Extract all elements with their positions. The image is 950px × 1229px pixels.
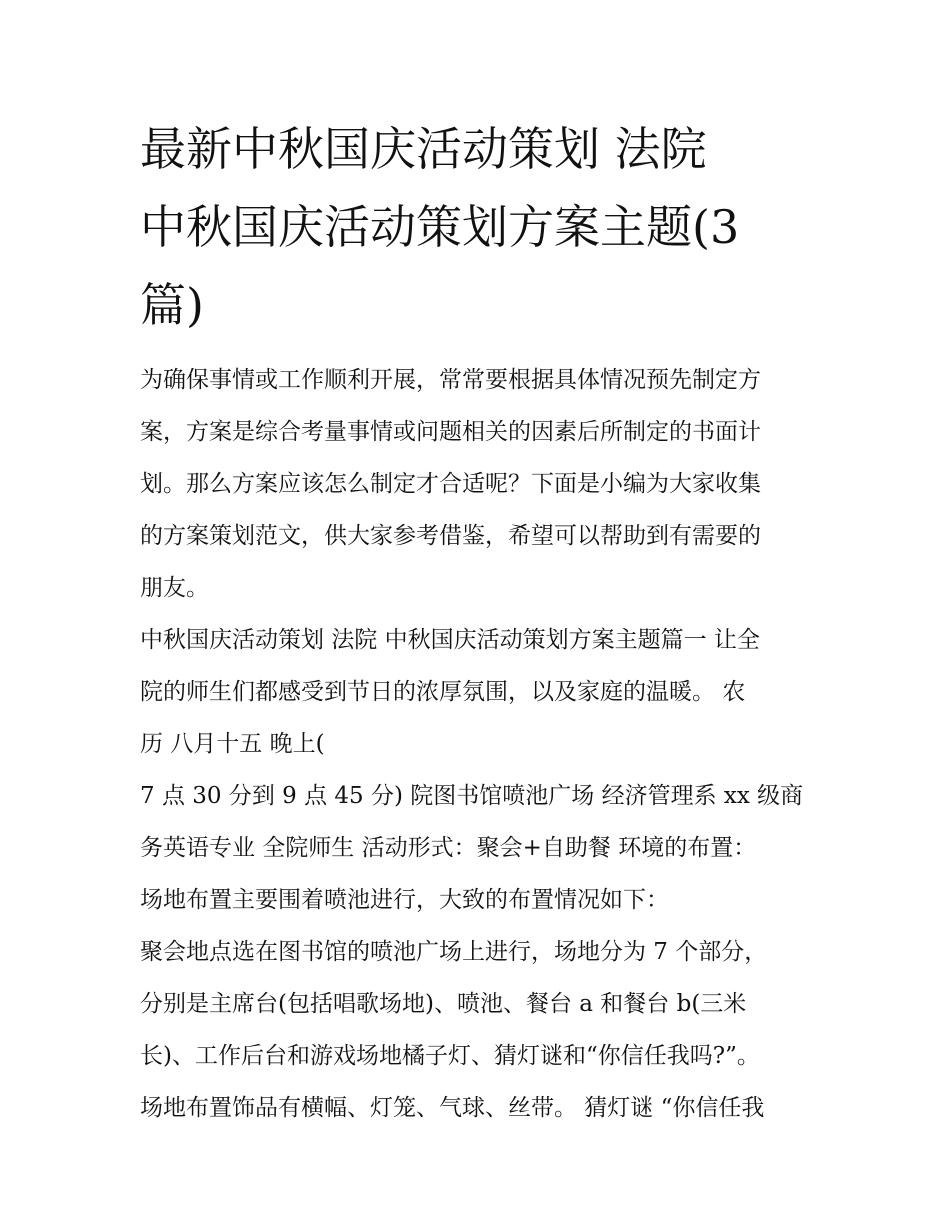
text-line: 场地布置主要围着喷池进行，大致的布置情况如下：	[140, 887, 669, 913]
text-line: 为确保事情或工作顺利开展，常常要根据具体情况预先制定方	[140, 367, 761, 393]
title-line: 篇)	[140, 278, 204, 332]
text-line: 朋友。	[140, 575, 209, 601]
text-line: 的方案策划范文，供大家参考借鉴，希望可以帮助到有需要的	[140, 523, 761, 549]
title-line: 中秋国庆活动策划方案主题(3	[140, 200, 740, 254]
text-line: 历 八月十五 晚上(	[140, 731, 325, 757]
text-line: 长)、工作后台和游戏场地橘子灯、猜灯谜和“你信任我吗?”。	[140, 1043, 760, 1069]
title-line: 最新中秋国庆活动策划 法院	[140, 122, 707, 176]
text-line: 分别是主席台(包括唱歌场地)、喷池、餐台 a 和餐台 b(三米	[140, 991, 747, 1017]
body-paragraph	[140, 614, 810, 770]
text-line: 案，方案是综合考量事情或问题相关的因素后所制定的书面计	[140, 419, 761, 445]
text-line: 场地布置饰品有横幅、灯笼、气球、丝带。 猜灯谜 “你信任我	[140, 1095, 765, 1121]
intro-paragraph	[140, 354, 810, 614]
text-line: 7 点 30 分到 9 点 45 分) 院图书馆喷池广场 经济管理系 xx 级商	[140, 783, 804, 809]
text-line: 院的师生们都感受到节日的浓厚氛围，以及家庭的温暖。 农	[140, 679, 746, 705]
document-body	[140, 110, 810, 1134]
text-line: 中秋国庆活动策划 法院 中秋国庆活动策划方案主题篇一 让全	[140, 627, 760, 653]
text-line: 划。那么方案应该怎么制定才合适呢？下面是小编为大家收集	[140, 471, 761, 497]
body-paragraph	[140, 926, 810, 1134]
text-line: 务英语专业 全院师生 活动形式：聚会+自助餐 环境的布置：	[140, 835, 757, 861]
document-title	[140, 110, 810, 344]
body-paragraph	[140, 874, 810, 926]
body-paragraph	[140, 770, 810, 874]
text-line: 聚会地点选在图书馆的喷池广场上进行，场地分为 7 个部分，	[140, 939, 768, 965]
